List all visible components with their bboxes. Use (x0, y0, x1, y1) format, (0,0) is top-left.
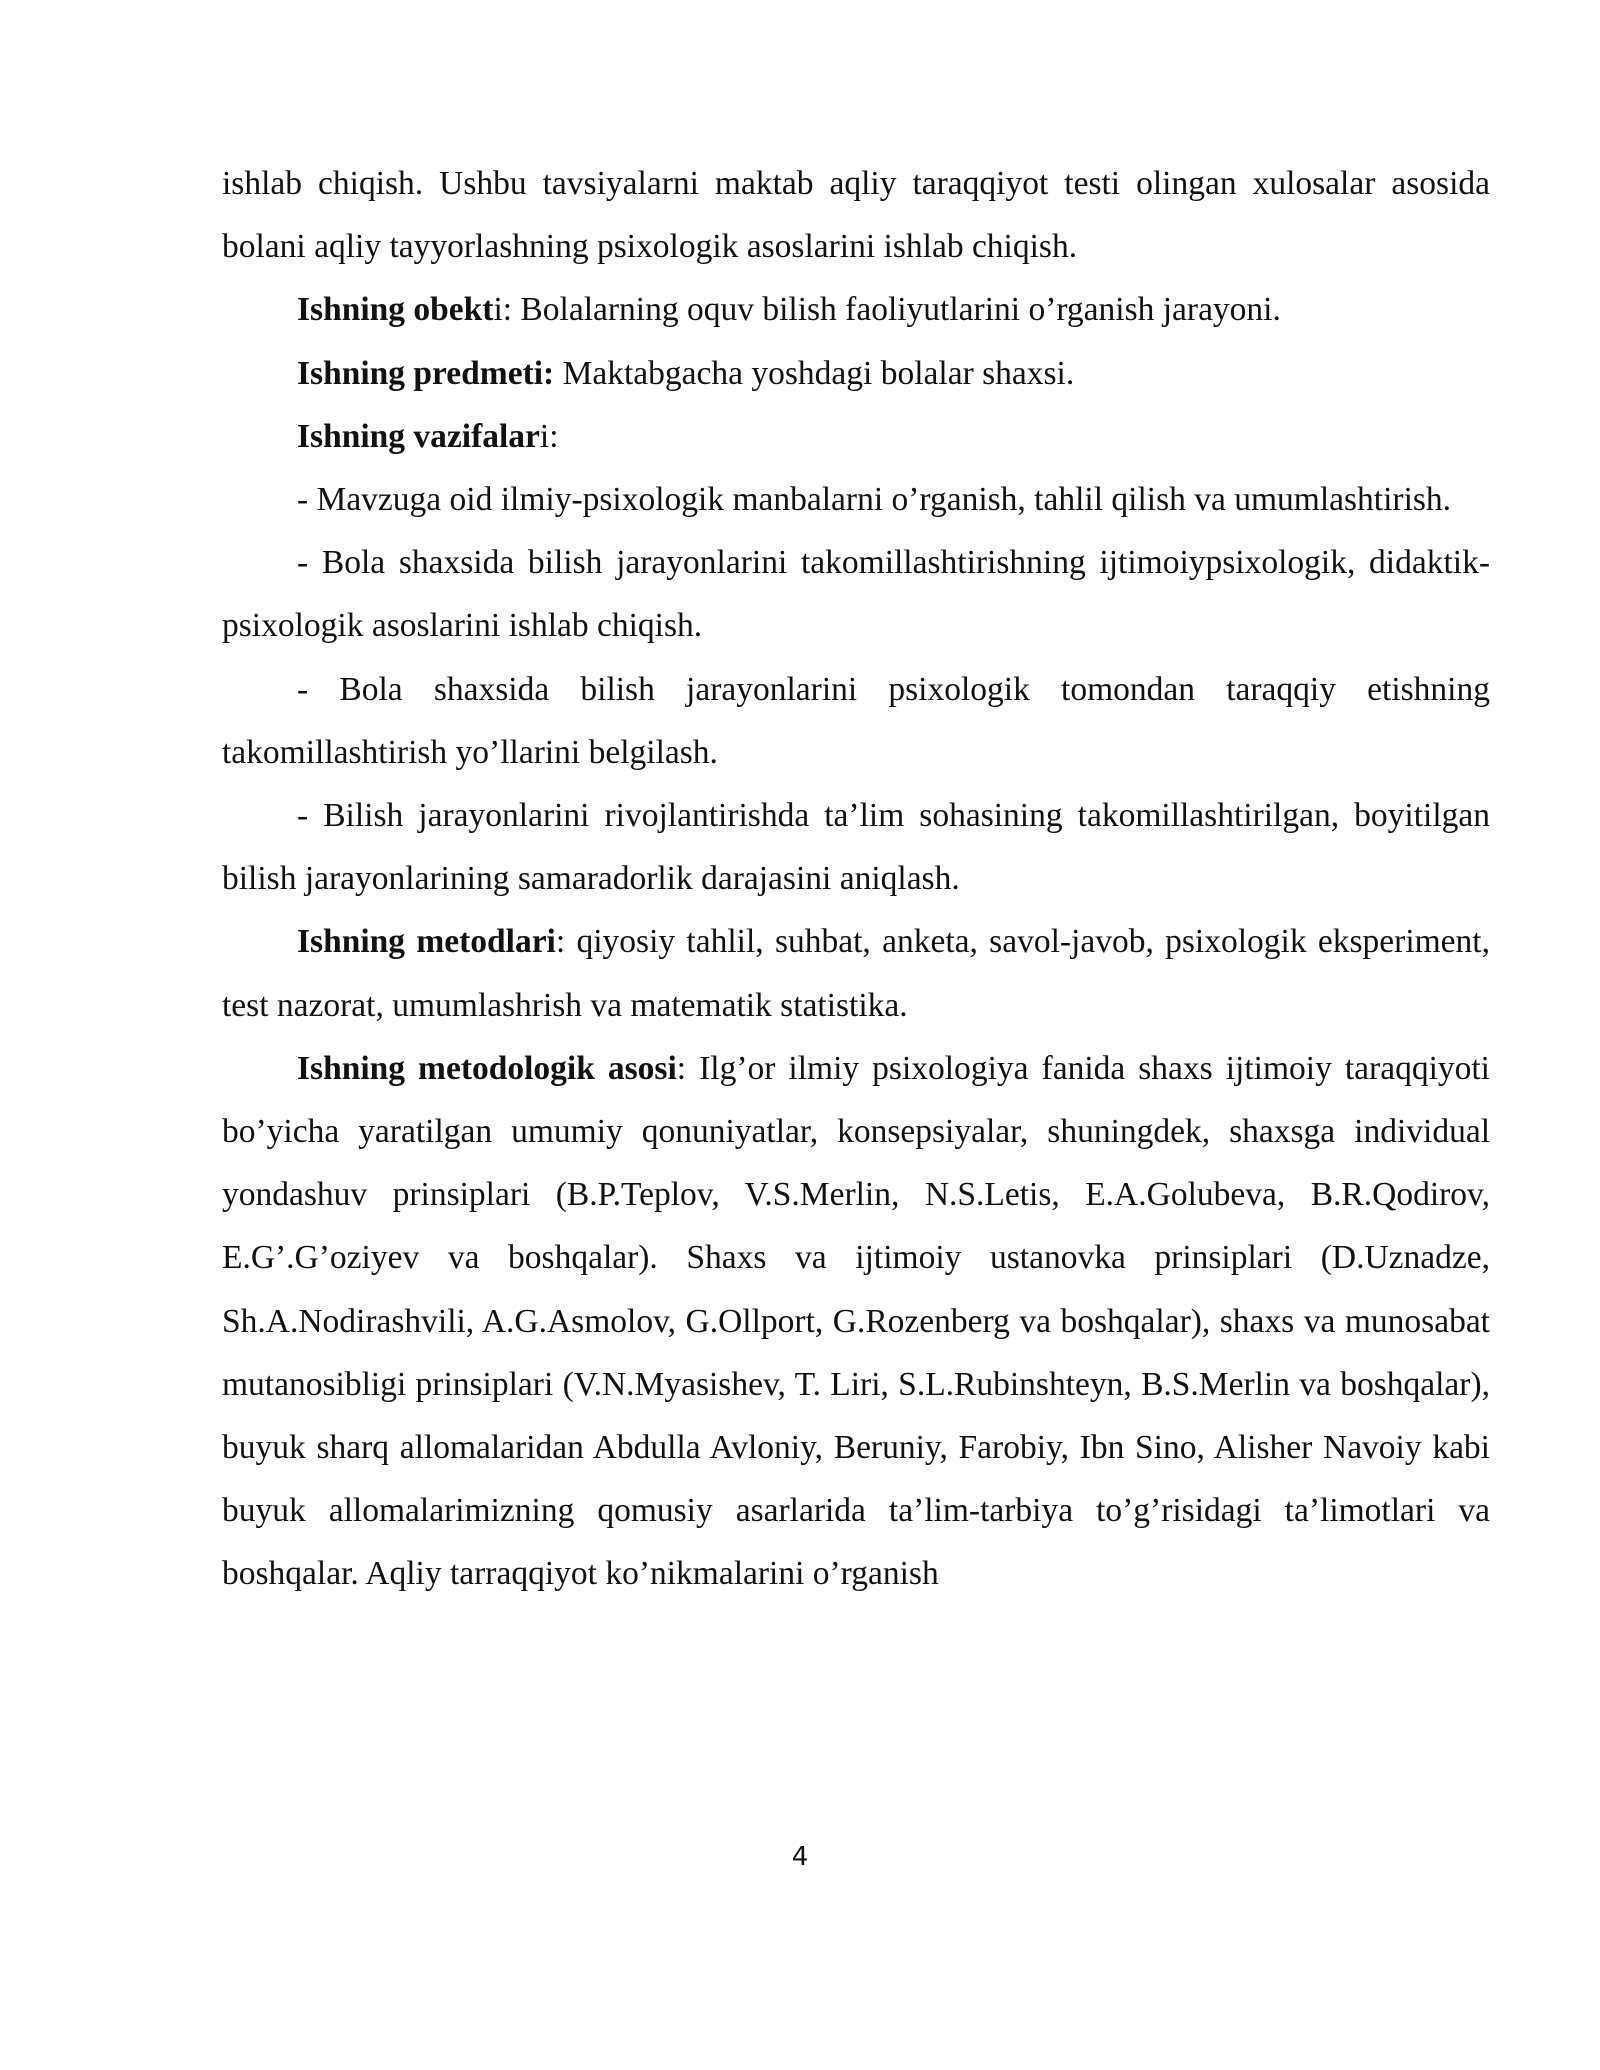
methodology-heading: Ishning metodologik asosi (297, 1049, 677, 1087)
task-item-4 (222, 784, 1490, 910)
paragraph-subject (222, 342, 1490, 405)
paragraph-object (222, 278, 1490, 341)
tasks-heading: Ishning vazifalar (297, 417, 540, 455)
page-number: 4 (791, 1842, 809, 1872)
paragraph-text: - Bola shaxsida bilish jarayonlarini psixologik tomondan taraqqiy etishning takomillashtirish yo’llarini belgilash. (222, 670, 1490, 771)
object-heading: Ishning obekt (297, 291, 494, 329)
task-item-2 (222, 531, 1490, 657)
paragraph-text: Maktabgacha yoshdagi bolalar shaxsi. (554, 354, 1075, 392)
task-item-1 (222, 468, 1490, 531)
paragraph-text: i: (539, 417, 559, 455)
document-body (222, 152, 1490, 1606)
task-item-3 (222, 658, 1490, 784)
subject-heading: Ishning predmeti: (297, 354, 555, 392)
paragraph-tasks (222, 405, 1490, 468)
paragraph-text: - Mavzuga oid ilmiy-psixologik manbalarni o’rganish, tahlil qilish va umumlashtirish. (297, 481, 1452, 519)
paragraph-text: : qiyosiy tahlil, suhbat, anketa, savol-javob, psixologik eksperiment, test nazorat, umumlashrish va matematik statistika. (222, 923, 1490, 1024)
methods-heading: Ishning metodlari (297, 923, 556, 961)
paragraph-text: : Ilg’or ilmiy psixologiya fanida shaxs ijtimoiy taraqqiyoti bo’yicha yaratilgan umumiy qonuniyatlar, konsepsiyalar, shuningdek, shaxsga individual yondashuv prinsiplari (B.P.Teplov, V.S.Merlin, N.S.Letis, E.A.Golubeva, B.R.Qodirov, E.G’.G’oziyev va boshqalar). Shaxs va ijtimoiy ustanovka prinsiplari (D.Uznadze, Sh.A.Nodirashvili, A.G.Asmolov, G.Ollport, G.Rozenberg va boshqalar), shaxs va munosabat mutanosibligi prinsiplari (V.N.Myasishev, T. Liri, S.L.Rubinshteyn, B.S.Merlin va boshqalar), buyuk sharq allomalaridan Abdulla Avloniy, Beruniy, Farobiy, Ibn Sino, Alisher Navoiy kabi buyuk allomalarimizning qomusiy asarlarida ta’lim-tarbiya to’g’risidagi ta’limotlari va boshqalar. Aqliy tarraqqiyot ko’nikmalarini o’rganish (222, 1049, 1490, 1593)
paragraph-methodology (222, 1037, 1490, 1606)
paragraph-text: i: Bolalarning oquv bilish faoliyutlarini o’rganish jarayoni. (493, 291, 1281, 329)
paragraph-text: - Bilish jarayonlarini rivojlantirishda ta’lim sohasining takomillashtirilgan, boyitilgan bilish jarayonlarining samaradorlik darajasini aniqlash. (222, 797, 1490, 898)
paragraph-methods (222, 910, 1490, 1036)
paragraph-text: - Bola shaxsida bilish jarayonlarini takomillashtirishning ijtimoiypsixologik, didaktik-psixologik asoslarini ishlab chiqish. (222, 544, 1490, 645)
paragraph-continuation (222, 152, 1490, 278)
paragraph-text: ishlab chiqish. Ushbu tavsiyalarni maktab aqliy taraqqiyot testi olingan xulosalar asosida bolani aqliy tayyorlashning psixologik asoslarini ishlab chiqish. (222, 165, 1490, 266)
